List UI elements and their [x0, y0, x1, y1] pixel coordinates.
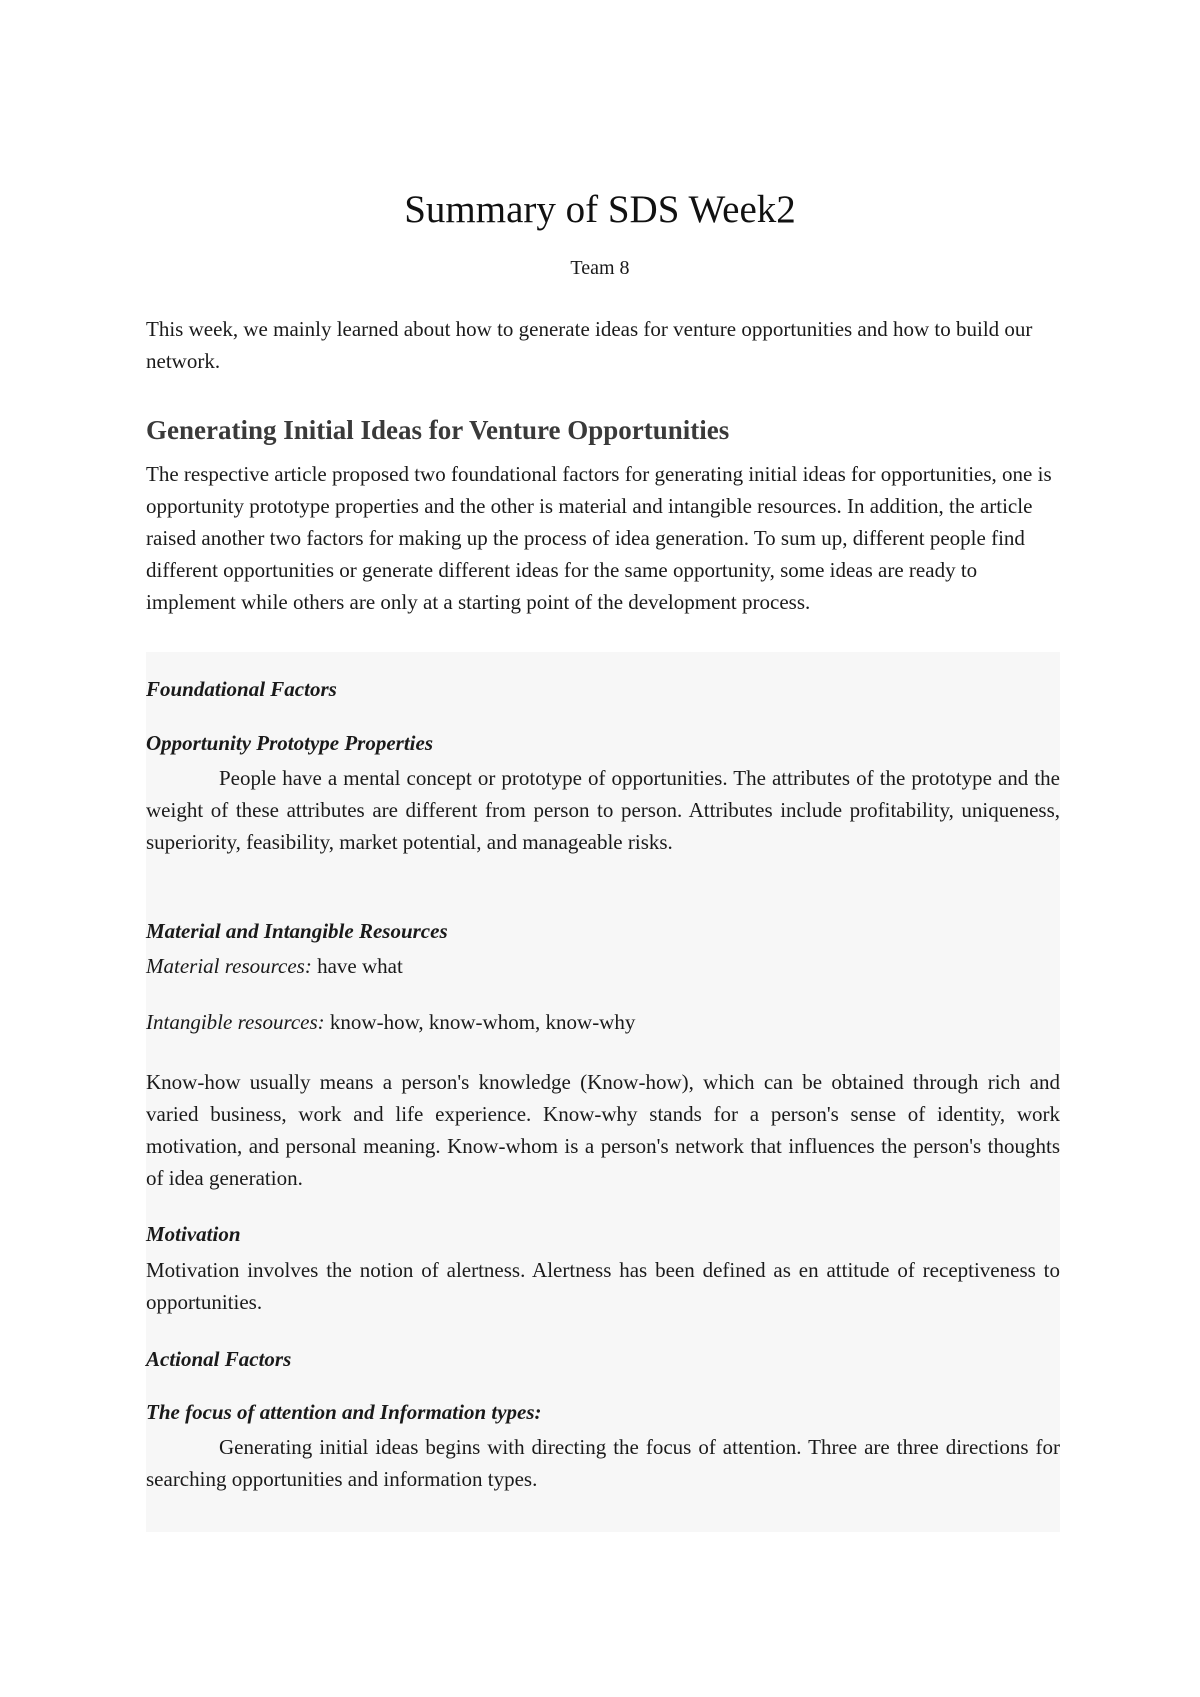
resources-paragraph: Know-how usually means a person's knowledge (Know-how), which can be obtained through rich and varied business, work and life experience. Know-why stands for a person's sense of identity, work motivation, and personal meaning. Know-whom is a person's network that influences the person's thoughts of idea generation. [146, 1070, 1060, 1190]
prototype-properties-heading: Opportunity Prototype Properties [146, 731, 433, 755]
resources-heading: Material and Intangible Resources [146, 919, 448, 943]
section-paragraph: The respective article proposed two foundational factors for generating initial ideas for opportunities, one is opportunity prototype properties and the other is material and intangible resources. In addition, the article raised another two factors for making up the process of idea generation. To sum up, different people find different opportunities or generate different ideas for the same opportunity, some ideas are ready to implement while others are only at a starting point of the development process. [146, 462, 1052, 614]
focus-of-attention-heading: The focus of attention and Information types: [146, 1400, 542, 1424]
intangible-resources-value: know-how, know-whom, know-why [324, 1010, 636, 1034]
intro-paragraph: This week, we mainly learned about how to generate ideas for venture opportunities and how to build our network. [146, 317, 1033, 373]
actional-factors-heading: Actional Factors [146, 1347, 292, 1371]
material-resources-line [146, 950, 1060, 982]
intangible-resources-label: Intangible resources: [146, 1010, 325, 1034]
material-resources-value: have what [311, 954, 403, 978]
material-resources-label: Material resources: [146, 954, 312, 978]
prototype-properties-paragraph: People have a mental concept or prototype of opportunities. The attributes of the prototype and the weight of these attributes are different from person to person. Attributes include profitability, uniqueness, superiority, feasibility, market potential, and manageable risks. [146, 766, 1060, 854]
motivation-paragraph: Motivation involves the notion of alertness. Alertness has been defined as en attitude of receptiveness to opportunities. [146, 1258, 1060, 1314]
focus-of-attention-paragraph: Generating initial ideas begins with directing the focus of attention. Three are three directions for searching opportunities and information types. [146, 1435, 1060, 1491]
intangible-resources-line [146, 1006, 1060, 1038]
document-title: Summary of SDS Week2 [404, 188, 796, 231]
document-subtitle: Team 8 [570, 257, 630, 279]
motivation-heading: Motivation [146, 1222, 241, 1246]
section-heading: Generating Initial Ideas for Venture Opportunities [146, 415, 730, 445]
foundational-factors-heading: Foundational Factors [146, 677, 337, 701]
